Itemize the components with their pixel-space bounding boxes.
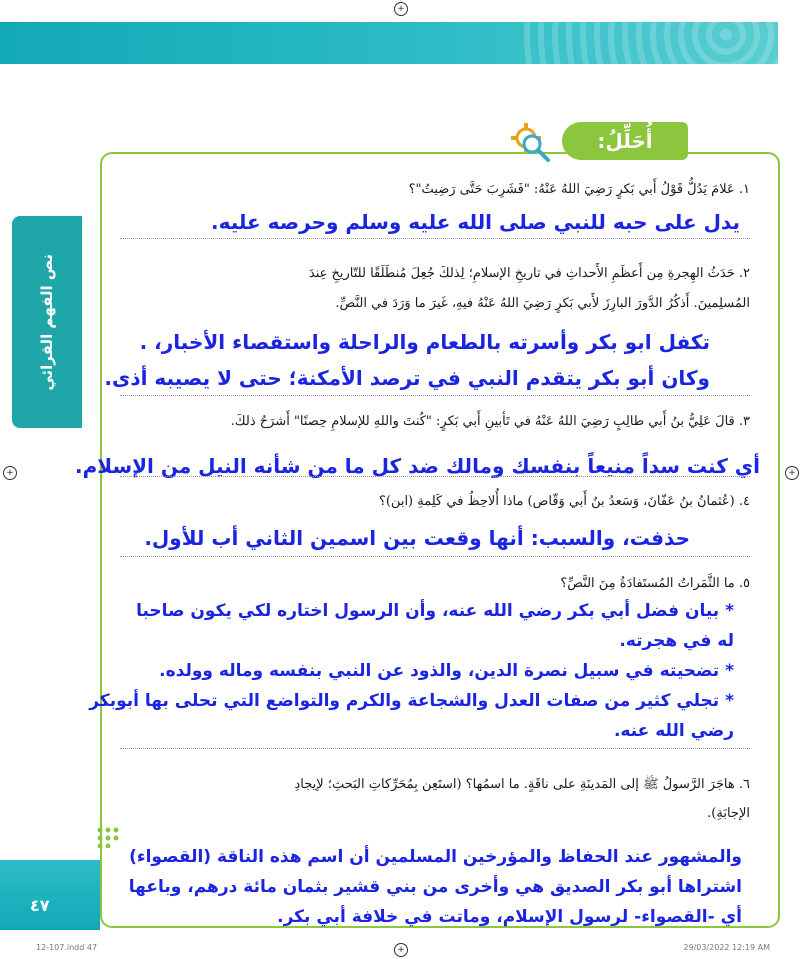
question-1: ١. عَلامَ يَدُلُّ قَوْلُ أَبي بَكرٍ رَضِيَ اللهُ عَنْهُ: "فَشَرِبَ حَتَّى رَضِيتُ"؟ bbox=[408, 182, 750, 197]
answer-5-line-2: له في هجرته. bbox=[619, 631, 734, 651]
registration-mark-icon: + bbox=[3, 466, 17, 480]
answer-5-line-4: * تجلي كثير من صفات العدل والشجاعة والكرم والتواضع التي تحلى بها أبوبكر bbox=[89, 691, 734, 711]
answer-line bbox=[120, 748, 750, 749]
answer-1: يدل على حبه للنبي صلى الله عليه وسلم وحرصه عليه. bbox=[211, 210, 740, 234]
question-4: ٤. (عُثمانُ بنُ عَفّانَ، وَسَعدُ بنُ أَبي وَقّاص) ماذا أُلاحِظُ في كَلِمةِ (ابن)؟ bbox=[378, 494, 750, 509]
print-filename: 12-107.indd 47 bbox=[36, 943, 98, 952]
registration-mark-icon: + bbox=[394, 943, 408, 957]
registration-mark-icon: + bbox=[394, 2, 408, 16]
footer-band bbox=[0, 860, 100, 930]
answer-line bbox=[120, 395, 750, 396]
print-timestamp: 29/03/2022 12:19 AM bbox=[683, 943, 770, 952]
answer-5-line-1: * بيان فضل أبي بكر رضي الله عنه، وأن الرسول اختاره لكي يكون صاحبا bbox=[136, 601, 734, 621]
section-heading bbox=[562, 122, 688, 160]
answer-line bbox=[120, 238, 750, 239]
answer-6-line-2: اشتراها أبو بكر الصديق هي وأخرى من بني قشير بثمان مائة درهم، وباعها bbox=[128, 877, 742, 897]
answer-5-line-3: * تضحيته في سبيل نصرة الدين، والذود عن النبي بنفسه وماله وولده. bbox=[159, 661, 734, 681]
answer-2-line-2: وكان أبو بكر يتقدم النبي في ترصد الأمكنة؛ حتى لا يصيبه أذى. bbox=[104, 366, 710, 390]
registration-mark-icon: + bbox=[785, 466, 799, 480]
answer-6-line-1: والمشهور عند الحفاظ والمؤرخين المسلمين أن اسم هذه الناقة (القصواء) bbox=[129, 847, 742, 867]
question-2-line-1: ٢. حَدَثُ الهِجرةِ مِن أَعظَمِ الأَحداثِ في تاريخِ الإسلامِ؛ لِذلكَ جُعِلَ مُنطَلَقًا للتّاريخِ عِندَ bbox=[308, 266, 750, 281]
side-tab-label: نص الفهم القرائي bbox=[38, 253, 56, 391]
section-heading-label: أُحَلِّلُ: bbox=[597, 129, 653, 153]
answer-line bbox=[120, 476, 750, 477]
question-2-line-2: المُسلِمينَ. أَذكُرُ الدَّورَ البارِزَ لأَبي بَكرٍ رَضِيَ اللهُ عَنْهُ فيهِ، غَيرَ ما وَرَدَ في النَّصِّ. bbox=[335, 296, 750, 311]
side-tab bbox=[12, 216, 82, 428]
header-pattern bbox=[518, 22, 778, 64]
gear-magnifier-icon bbox=[508, 120, 552, 164]
dots-pattern-icon bbox=[96, 826, 136, 848]
answer-5-line-5: رضي الله عنه. bbox=[613, 721, 734, 741]
question-5: ٥. ما الثَّمَراتُ المُستَفادَةُ مِنَ النَّصِّ؟ bbox=[560, 576, 750, 591]
question-6-line-2: الإجابَةِ). bbox=[707, 806, 750, 821]
answer-2-line-1: تكفل ابو بكر وأسرته بالطعام والراحلة واستقصاء الأخبار، . bbox=[139, 330, 710, 354]
header-band bbox=[0, 22, 778, 64]
answer-line bbox=[120, 556, 750, 557]
answer-4: حذفت، والسبب: أنها وقعت بين اسمين الثاني أب للأول. bbox=[144, 526, 690, 550]
page-number: ٤٧ bbox=[30, 896, 50, 915]
answer-6-line-3: أي -القصواء- لرسول الإسلام، وماتت في خلافة أبي بكر. bbox=[277, 907, 742, 927]
answer-3: أي كنت سداً منيعاً بنفسك ومالك ضد كل ما من شأنه النيل من الإسلام. bbox=[75, 454, 760, 478]
question-6-line-1: ٦. هاجَرَ الرَّسولُ ﷺ إلى المَدينَةِ على ناقَةٍ. ما اسمُها؟ (استَعِن بِمُحَرِّكاتِ البَحثِ؛ لإيجادِ bbox=[294, 777, 750, 792]
question-3: ٣. قالَ عَلِيُّ بنُ أَبي طالِبٍ رَضِيَ اللهُ عَنْهُ في تَأبينِ أَبي بَكرٍ: "كُنتَ واللهِ للإسلامِ حِصنًا" أَشرَحُ ذلكَ. bbox=[230, 414, 750, 429]
